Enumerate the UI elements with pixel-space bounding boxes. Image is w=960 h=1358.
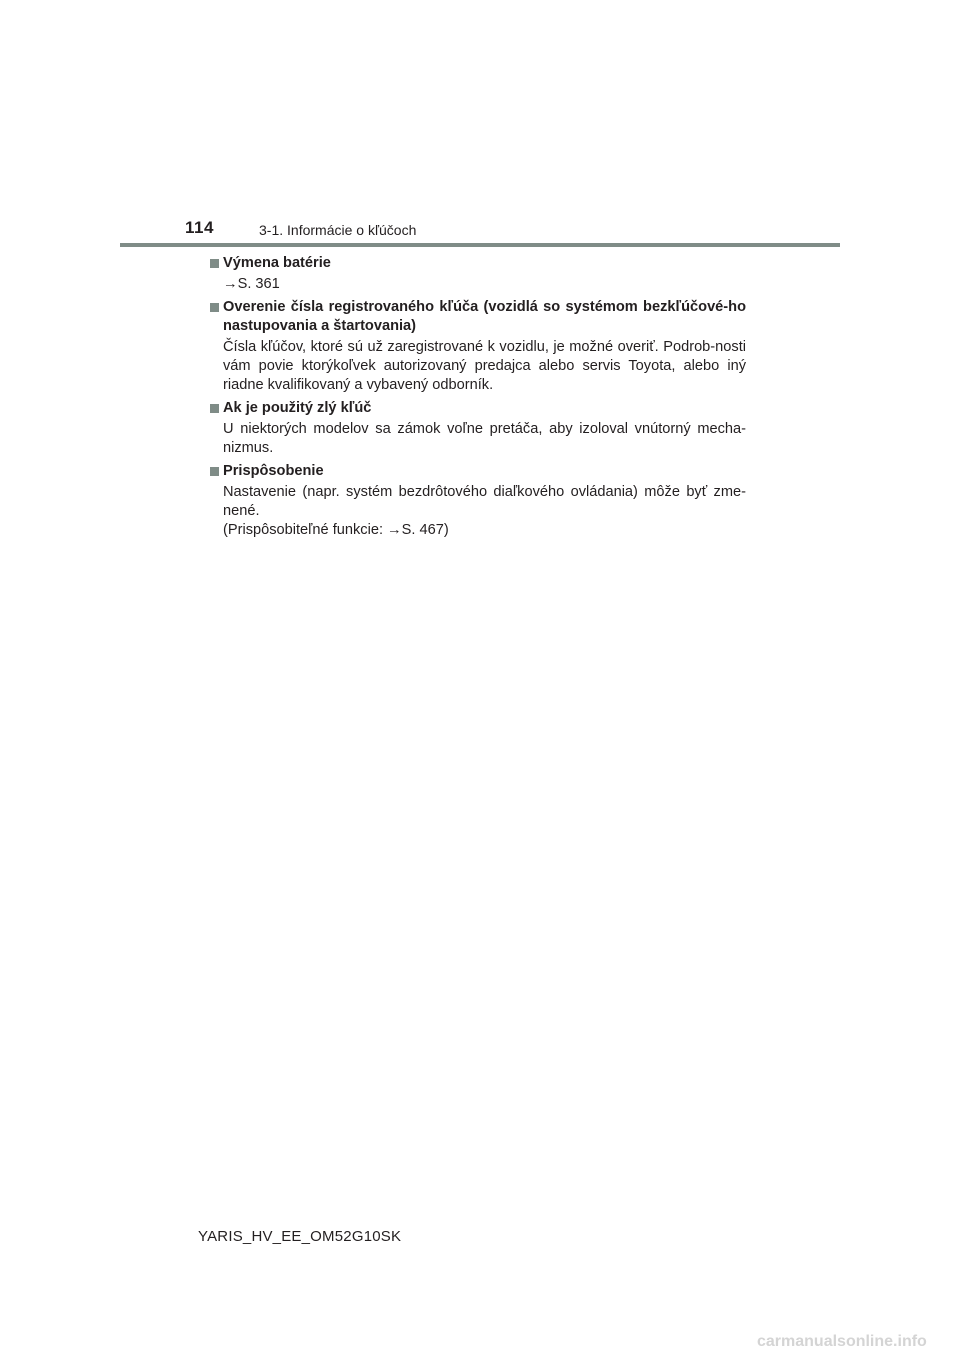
section-battery bbox=[210, 254, 746, 294]
section-heading: Overenie čísla registrovaného kľúča (vozidlá so systémom bezkľúčové-ho nastupovania a štartovania) bbox=[223, 299, 746, 334]
section-title: 3-1. Informácie o kľúčoch bbox=[259, 222, 417, 238]
section-heading: Prispôsobenie bbox=[223, 463, 324, 479]
square-bullet-icon bbox=[210, 259, 219, 268]
section-customization bbox=[210, 462, 746, 540]
square-bullet-icon bbox=[210, 404, 219, 413]
section-text: Nastavenie (napr. systém bezdrôtového diaľkového ovládania) môže byť zme-nené. bbox=[223, 484, 746, 519]
header-rule bbox=[120, 243, 840, 247]
section-heading: Ak je použitý zlý kľúč bbox=[223, 400, 372, 416]
watermark: carmanualsonline.info bbox=[757, 1333, 927, 1350]
page-number: 114 bbox=[185, 218, 214, 237]
section-wrong-key bbox=[210, 399, 746, 458]
square-bullet-icon bbox=[210, 467, 219, 476]
document-code: YARIS_HV_EE_OM52G10SK bbox=[198, 1228, 402, 1245]
section-text: (Prispôsobiteľné funkcie: →S. 467) bbox=[223, 522, 449, 538]
square-bullet-icon bbox=[210, 303, 219, 312]
section-text: Čísla kľúčov, ktoré sú už zaregistrované k vozidlu, je možné overiť. Podrob-nosti vám povie ktorýkoľvek autorizovaný predajca alebo servis Toyota, alebo iný riadne kvalifikovaný a vybavený odborník. bbox=[223, 339, 746, 393]
content bbox=[210, 254, 746, 544]
section-key-number bbox=[210, 298, 746, 395]
section-text: U niektorých modelov sa zámok voľne pretáča, aby izoloval vnútorný mecha-nizmus. bbox=[223, 421, 746, 456]
section-text: →S. 361 bbox=[223, 276, 280, 292]
section-heading: Výmena batérie bbox=[223, 255, 331, 271]
